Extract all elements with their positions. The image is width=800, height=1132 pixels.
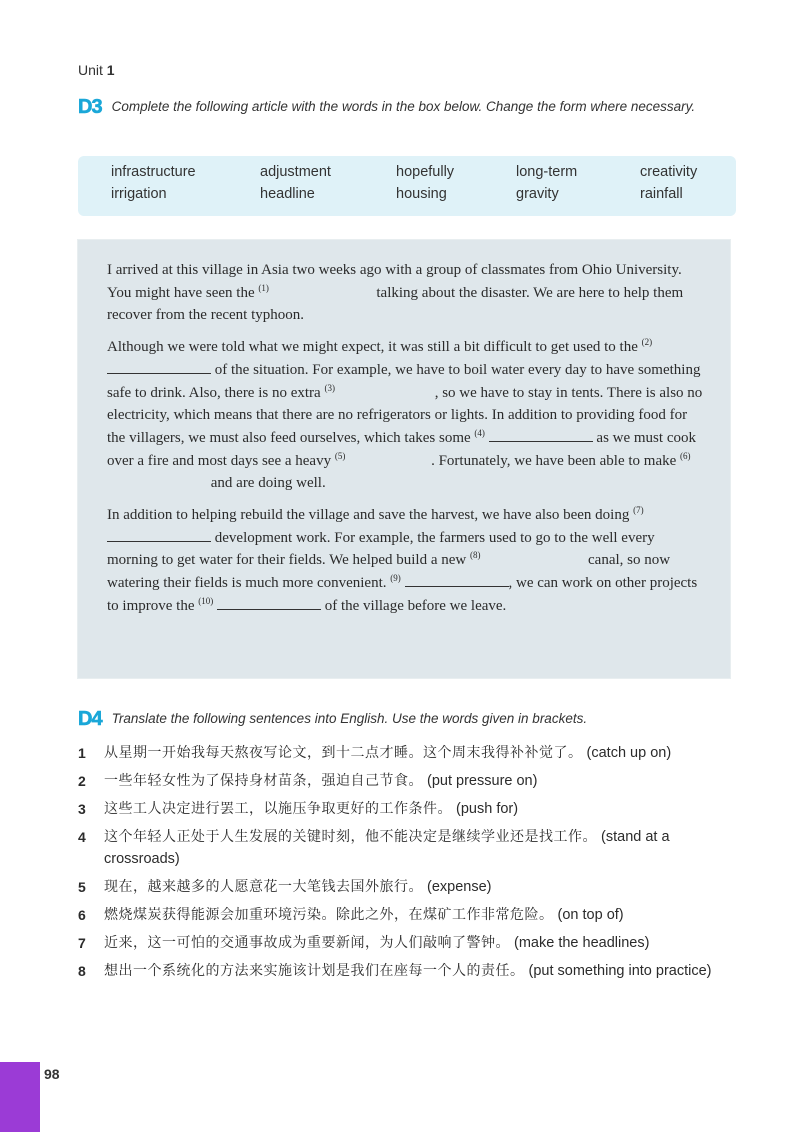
word-item: rainfall [640,186,683,202]
article-box [78,240,730,678]
word-box [78,156,736,216]
list-item: 6 燃烧煤炭获得能源会加重环境污染。除此之外，在煤矿工作非常危险。 (on top of) [78,907,624,923]
blank-2[interactable] [107,359,211,374]
list-item: 3 这些工人决定进行罢工，以施压争取更好的工作条件。 (push for) [78,801,519,817]
blank-number: (2) [641,337,653,348]
blank-9[interactable] [405,572,509,587]
word-item: housing [396,186,447,202]
blank-number: (4) [474,427,485,438]
list-item: 7 近来，这一可怕的交通事故成为重要新闻，为人们敲响了警钟。 (make the headlines) [78,935,650,951]
blank-number: (9) [390,573,401,584]
blank-number: (5) [334,450,346,461]
page-number: 98 [44,1066,60,1082]
word-item: long-term [516,164,578,180]
blank-6[interactable] [107,473,207,487]
blank-number: (3) [324,382,335,393]
blank-number: (10) [198,595,214,606]
blank-number: (8) [470,550,481,561]
page-accent-bar [0,1062,40,1132]
blank-number: (1) [258,282,269,293]
word-item: hopefully [396,164,455,180]
blank-4[interactable] [489,427,593,442]
blank-5[interactable] [349,451,431,465]
blank-10[interactable] [217,595,321,610]
word-item: infrastructure [111,164,196,180]
d4-badge: D4 [78,708,102,730]
blank-3[interactable] [339,383,435,397]
word-item: gravity [516,186,559,202]
list-item: 8 想出一个系统化的方法来实施该计划是我们在座每一个人的责任。 (put something into practice) [78,963,712,979]
blank-8[interactable] [484,550,584,564]
list-item: 2 一些年轻女性为了保持身材苗条，强迫自己节食。 (put pressure on) [78,773,538,789]
d3-badge: D3 [78,96,102,118]
d4-instruction: D4 Translate the following sentences into English. Use the words given in brackets. [78,708,588,730]
blank-number: (7) [633,505,644,516]
list-item: 5 现在，越来越多的人愿意花一大笔钱去国外旅行。 (expense) [78,879,492,895]
word-item: adjustment [260,164,331,180]
word-item: irrigation [111,186,167,202]
article-paragraph-2: Although we were told what we might expect, it was still a bit difficult to get used to the $^{(2)}$ of the situation. For example, we have to boil water every day to have something safe to drink. Also, there is no extra $^{(3)}$ , so we have to stay in tents. There is also no electricity, which means that there are no refrigerators or lights. In addition to providing food for the villagers, we must also feed ourselves, which takes some $^{(4)}$ as we must cook over a fire and most days see a heavy $^{(5)}$ . Fortunately, we have been able to make $^{(6)}$ and are doing well. [107,337,703,492]
word-item: creativity [640,164,698,180]
word-item: headline [260,186,315,202]
blank-7[interactable] [107,527,211,542]
unit-header: Unit 1 [78,62,115,78]
list-item: 1 从星期一开始我每天熬夜写论文，到十二点才睡。这个周末我得补补觉了。 (catch up on) [78,745,672,761]
article-paragraph-3: In addition to helping rebuild the village and save the harvest, we have also been doing $^{(7)}$ development work. For example, the farmers used to go to the well every morning to get water for their fields. We helped build a new $^{(8)}$ canal, so now watering their fields is much more convenient. $^{(9)}$ , we can work on other projects to improve the $^{(10)}$ of the village before we leave. [107,505,698,614]
blank-number: (6) [680,450,691,461]
blank-1[interactable] [273,283,373,297]
d3-instruction: D3 Complete the following article with the words in the box below. Change the form where necessary. [78,96,696,118]
article-paragraph-1: I arrived at this village in Asia two weeks ago with a group of classmates from Ohio University. You might have seen the $^{(1)}$ talking about the disaster. We are here to help them recover from the recent typhoon. [107,262,684,324]
list-item: 4 这个年轻人正处于人生发展的关键时刻，他不能决定是继续学业还是找工作。 (stand at a crossroads) [78,829,670,867]
translation-list [78,742,728,988]
